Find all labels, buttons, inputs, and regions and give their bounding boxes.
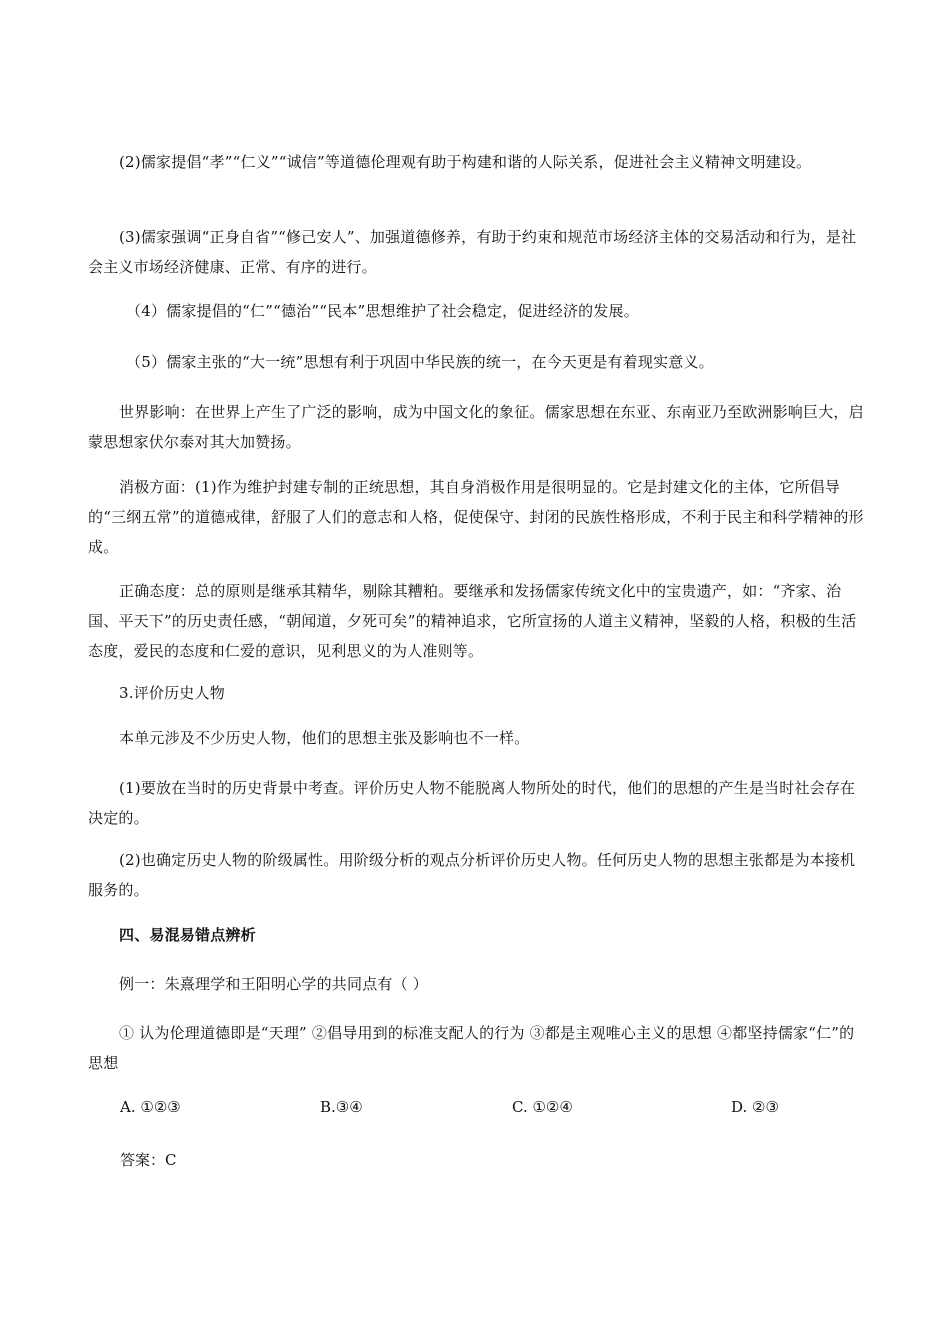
option-a: A. ①②③ — [120, 1098, 181, 1116]
section-heading: 四、易混易错点辨析 — [119, 926, 256, 944]
paragraph-benevolence-rule: （4）儒家提倡的“仁”“德治”“民本”思想维护了社会稳定，促进经济的发展。 — [126, 302, 639, 320]
paragraph-class-analysis: (2)也确定历史人物的阶级属性。用阶级分析的观点分析评价历史人物。任何历史人物的思想主张都是为本接机服务的。 — [88, 851, 856, 899]
example-statements: ① 认为伦理道德即是“天理” ②倡导用到的标准支配人的行为 ③都是主观唯心主义的思想 ④都坚持儒家“仁”的思想 — [88, 1024, 855, 1072]
paragraph-historical-context: (1)要放在当时的历史背景中考查。评价历史人物不能脱离人物所处的时代，他们的思想的产生是当时社会存在决定的。 — [88, 779, 856, 827]
paragraph-unit-intro: 本单元涉及不少历史人物，他们的思想主张及影响也不一样。 — [119, 729, 530, 747]
answer-options-row — [0, 1092, 950, 1122]
paragraph-world-influence: 世界影响：在世界上产生了广泛的影响，成为中国文化的象征。儒家思想在东亚、东南亚乃至欧洲影响巨大，启蒙思想家伏尔泰对其大加赞扬。 — [88, 403, 864, 451]
option-d: D. ②③ — [731, 1098, 779, 1116]
paragraph-great-unity: （5）儒家主张的“大一统”思想有利于巩固中华民族的统一，在今天更是有着现实意义。 — [126, 353, 714, 371]
subheading-evaluate-figures: 3.评价历史人物 — [119, 684, 225, 702]
example-question: 例一：朱熹理学和王阳明心学的共同点有（ ） — [119, 975, 428, 993]
paragraph-confucian-morality: (2)儒家提倡“孝”“仁义”“诚信”等道德伦理观有助于构建和谐的人际关系，促进社会主义精神文明建设。 — [119, 153, 812, 171]
paragraph-correct-attitude: 正确态度：总的原则是继承其精华，剔除其糟粕。要继承和发扬儒家传统文化中的宝贵遗产，如：“齐家、治国、平天下”的历史责任感，“朝闻道，夕死可矣”的精神追求，它所宣扬的人道主义精神，坚毅的人格，积极的生活态度，爱民的态度和仁爱的意识，见利思义的为人准则等。 — [88, 582, 857, 660]
option-c: C. ①②④ — [512, 1098, 573, 1116]
paragraph-negative-aspects: 消极方面：(1)作为维护封建专制的正统思想，其自身消极作用是很明显的。它是封建文化的主体，它所倡导的“三纲五常”的道德戒律，舒服了人们的意志和人格，促使保守、封闭的民族性格形成，不利于民主和科学精神的形成。 — [88, 478, 864, 556]
option-b: B.③④ — [320, 1098, 363, 1116]
answer-text: 答案：C — [120, 1151, 177, 1169]
paragraph-self-cultivation: (3)儒家强调“正身自省”“修己安人”、加强道德修养，有助于约束和规范市场经济主体的交易活动和行为，是社会主义市场经济健康、正常、有序的进行。 — [88, 228, 857, 276]
